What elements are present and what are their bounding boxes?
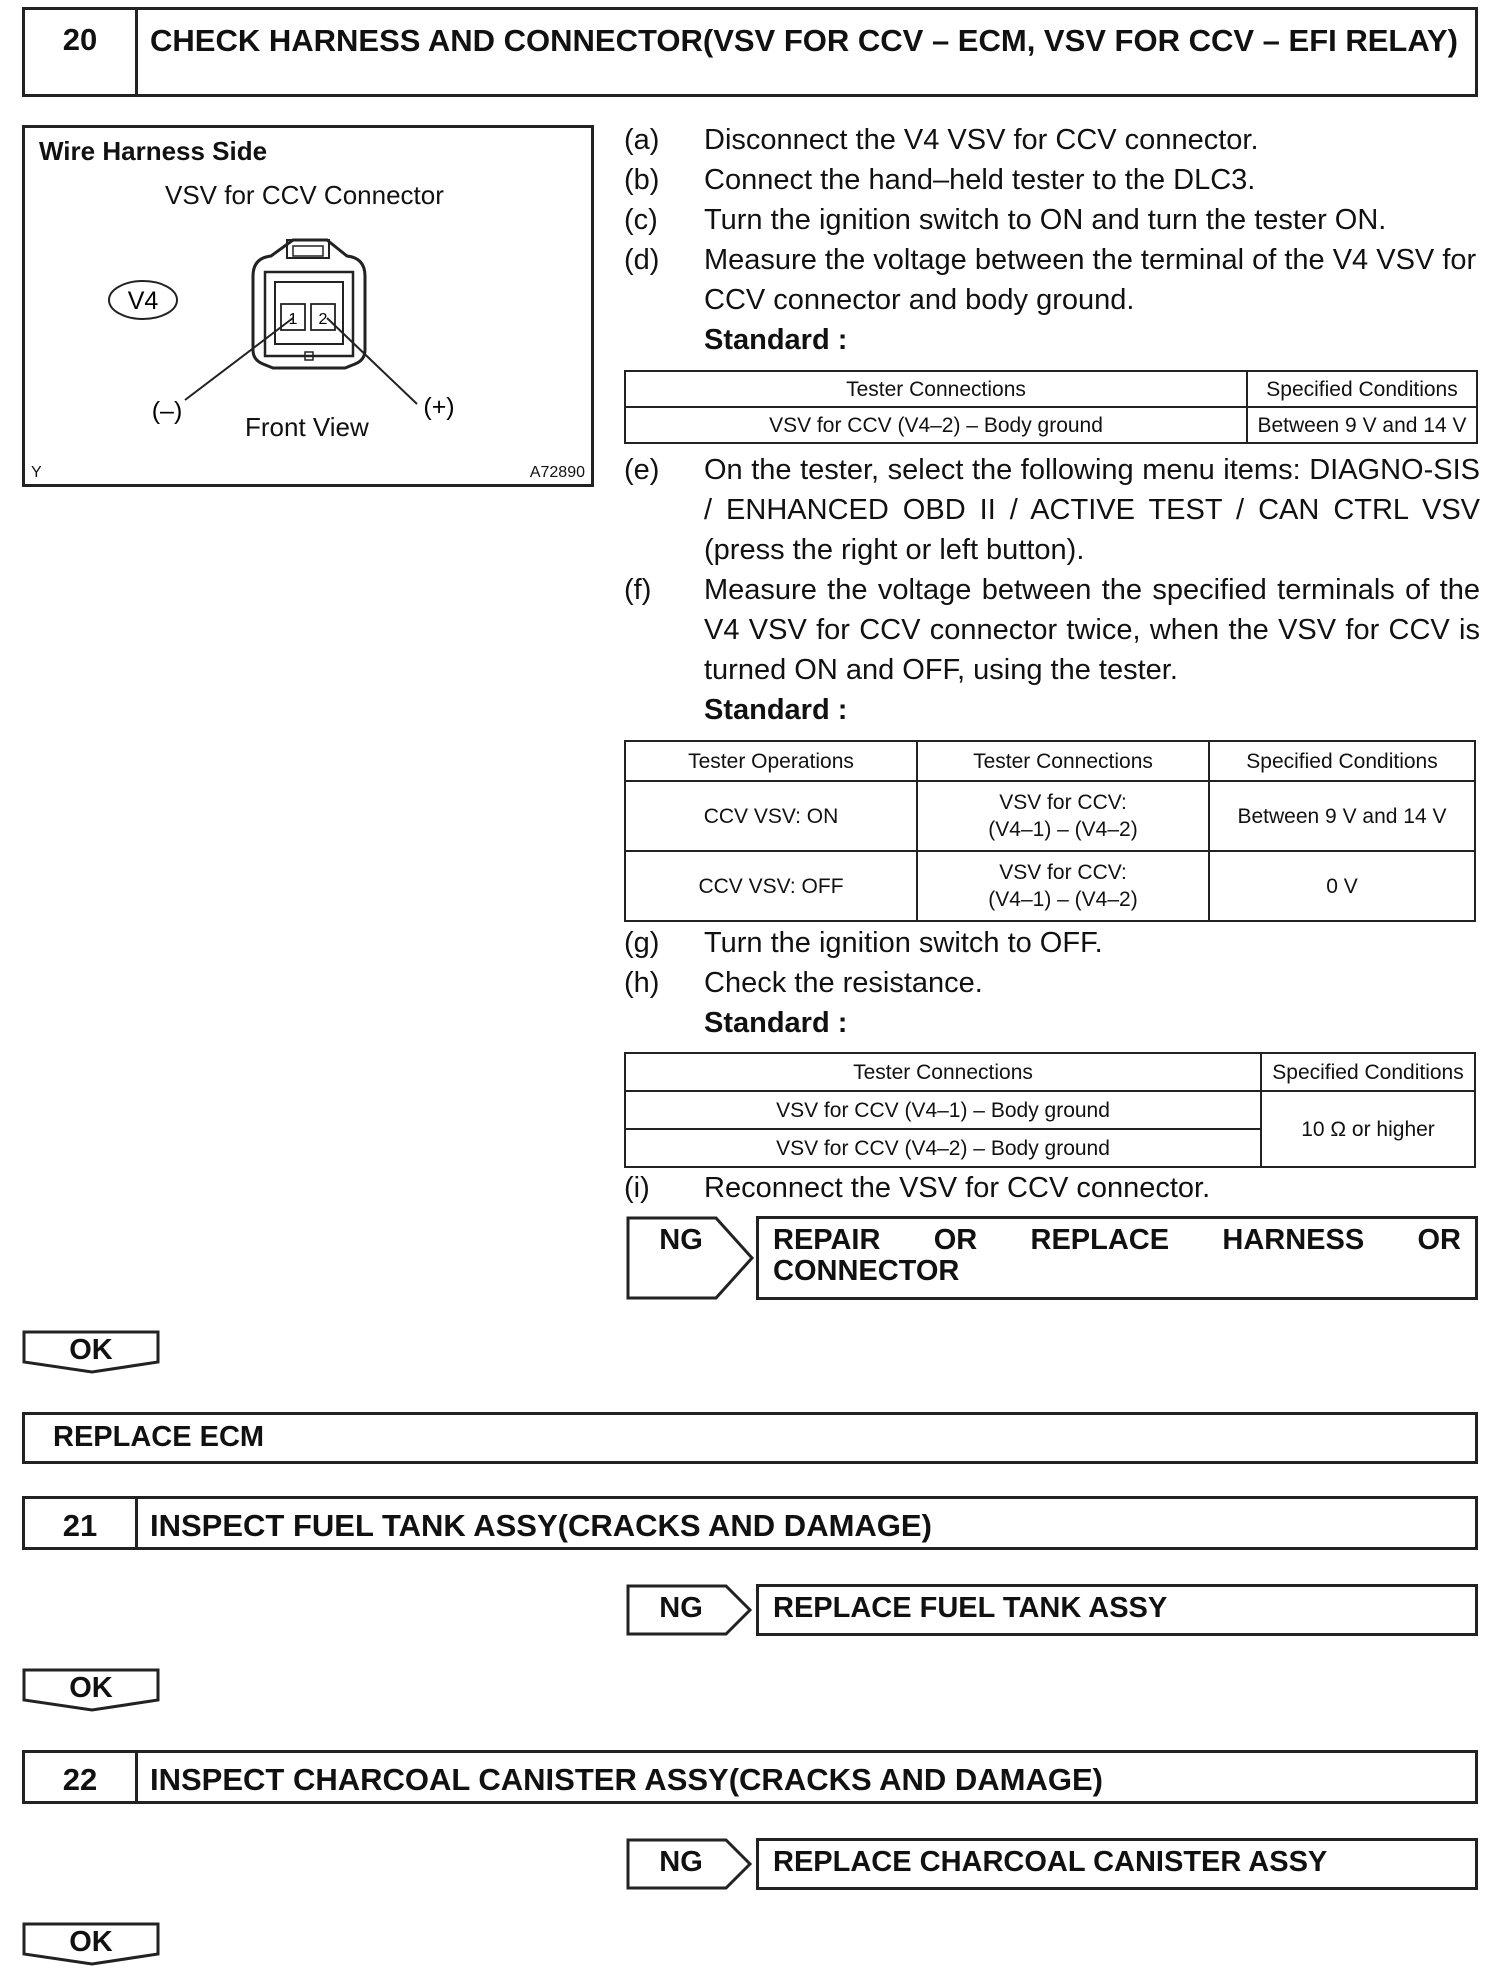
step-item [624,160,1480,200]
ok-label: OK [69,1926,113,1958]
table-resistance [624,1052,1476,1168]
ng-branch-20 [626,1216,1478,1300]
steps-e-f [624,450,1480,730]
standard-label: Standard : [704,694,848,726]
table-cell: VSV for CCV (V4–2) – Body ground [625,407,1247,443]
figure-code: A72890 [529,464,585,481]
step-number: 22 [25,1753,138,1801]
ng-tag [626,1838,756,1890]
table-voltage-2 [624,740,1476,922]
step-item [624,1168,1480,1208]
step-label: (d) [624,244,660,276]
step-text: Disconnect the V4 VSV for CCV connector. [704,124,1259,156]
step-item [624,240,1480,320]
step-label: (b) [624,164,660,196]
step-item [624,570,1480,690]
ng-action-line1 [773,1225,1461,1256]
step-item [624,200,1480,240]
ng-word: REPLACE [1030,1224,1170,1256]
cell-line: (V4–1) – (V4–2) [988,888,1138,911]
step-label: (c) [624,204,658,236]
table-header-row [625,741,1475,781]
ok-badge-21 [22,1668,162,1712]
step-text: Turn the ignition switch to ON and turn the tester ON. [704,204,1387,236]
pin-1-label: 1 [288,311,298,328]
table-cell [917,781,1209,851]
ng-action [756,1216,1478,1300]
figure-corner-left: Y [31,464,42,481]
table-row [625,1091,1475,1129]
plus-label: (+) [423,393,455,421]
step-22-header [22,1750,1478,1804]
ng-branch-22 [626,1838,1478,1890]
step-label: (g) [624,927,660,959]
table-cell: CCV VSV: ON [625,781,917,851]
ok-badge-22 [22,1922,162,1966]
connector-figure [22,125,594,487]
table-header-row [625,1053,1475,1091]
table-row [625,407,1477,443]
table-header: Specified Conditions [1209,741,1475,781]
cell-line: (V4–1) – (V4–2) [988,818,1138,841]
ok-label: OK [69,1334,113,1366]
step-text: Measure the voltage between the terminal of the V4 VSV for CCV connector and body ground. [704,244,1477,316]
ng-tag [626,1216,756,1300]
ng-branch-21 [626,1584,1478,1636]
step-label: (f) [624,574,652,606]
table-cell: 10 Ω or higher [1261,1091,1475,1167]
standard-label: Standard : [704,324,848,356]
ng-action: REPLACE FUEL TANK ASSY [756,1584,1478,1636]
front-view-label: Front View [245,412,369,442]
step-label: (i) [624,1172,650,1204]
ng-action: REPLACE CHARCOAL CANISTER ASSY [756,1838,1478,1890]
ng-word: OR [933,1224,978,1256]
ng-label: NG [659,1224,703,1256]
replace-ecm-box: REPLACE ECM [22,1412,1478,1464]
ng-label: NG [659,1846,703,1878]
step-title: INSPECT CHARCOAL CANISTER ASSY(CRACKS AND DAMAGE) [150,1762,1103,1797]
ng-word: REPAIR [773,1224,881,1256]
steps-g-h [624,923,1480,1043]
ng-tag [626,1584,756,1636]
table-cell: 0 V [1209,851,1475,921]
ng-action-line2: CONNECTOR [773,1255,960,1287]
step-item [624,923,1480,963]
table-row [625,781,1475,851]
table-voltage-1 [624,370,1478,444]
ok-badge-20 [22,1330,162,1374]
step-item [624,963,1480,1003]
step-title: INSPECT FUEL TANK ASSY(CRACKS AND DAMAGE) [150,1508,932,1543]
cell-line: VSV for CCV: [999,791,1127,814]
table-header: Specified Conditions [1247,371,1477,407]
table-header: Tester Operations [625,741,917,781]
step-item [624,450,1480,570]
step-item [624,120,1480,160]
ok-label: OK [69,1672,113,1704]
table-cell: Between 9 V and 14 V [1209,781,1475,851]
table-header: Tester Connections [625,1053,1261,1091]
figure-title: Wire Harness Side [39,136,268,166]
step-text: Connect the hand–held tester to the DLC3. [704,164,1256,196]
step-text: Turn the ignition switch to OFF. [704,927,1103,959]
step-text: Reconnect the VSV for CCV connector. [704,1172,1211,1204]
step-text: On the tester, select the following menu items: DIAGNO-SIS / ENHANCED OBD II / ACTIVE TEST / CAN CTRL VSV (press the right or left button). [704,454,1480,566]
table-cell [917,851,1209,921]
connector-id-label: V4 [127,287,159,315]
step-text: Check the resistance. [704,967,983,999]
table-header: Specified Conditions [1261,1053,1475,1091]
step-21-header [22,1496,1478,1550]
table-cell: CCV VSV: OFF [625,851,917,921]
steps-a-d [624,120,1480,360]
standard-label: Standard : [704,1007,848,1039]
step-label: (e) [624,454,660,486]
table-cell: VSV for CCV (V4–1) – Body ground [625,1091,1261,1129]
step-number: 20 [25,10,138,94]
cell-line: VSV for CCV: [999,861,1127,884]
ng-label: NG [659,1592,703,1624]
ng-word: OR [1417,1224,1461,1256]
step-title: CHECK HARNESS AND CONNECTOR(VSV FOR CCV – ECM, VSV FOR CCV – EFI RELAY) [150,23,1458,58]
pin-2-label: 2 [318,311,328,328]
minus-label: (–) [151,397,183,425]
table-cell: VSV for CCV (V4–2) – Body ground [625,1129,1261,1167]
table-header-row [625,371,1477,407]
step-number: 21 [25,1499,138,1547]
ng-word: HARNESS [1222,1224,1365,1256]
table-header: Tester Connections [625,371,1247,407]
step-label: (h) [624,967,660,999]
table-cell: Between 9 V and 14 V [1247,407,1477,443]
step-20-header [22,7,1478,97]
table-row [625,851,1475,921]
step-label: (a) [624,124,660,156]
step-text: Measure the voltage between the specified terminals of the V4 VSV for CCV connector twice, when the VSV for CCV is turned ON and OFF, using the tester. [704,574,1480,686]
table-header: Tester Connections [917,741,1209,781]
step-i [624,1168,1480,1208]
figure-subtitle: VSV for CCV Connector [165,180,444,210]
